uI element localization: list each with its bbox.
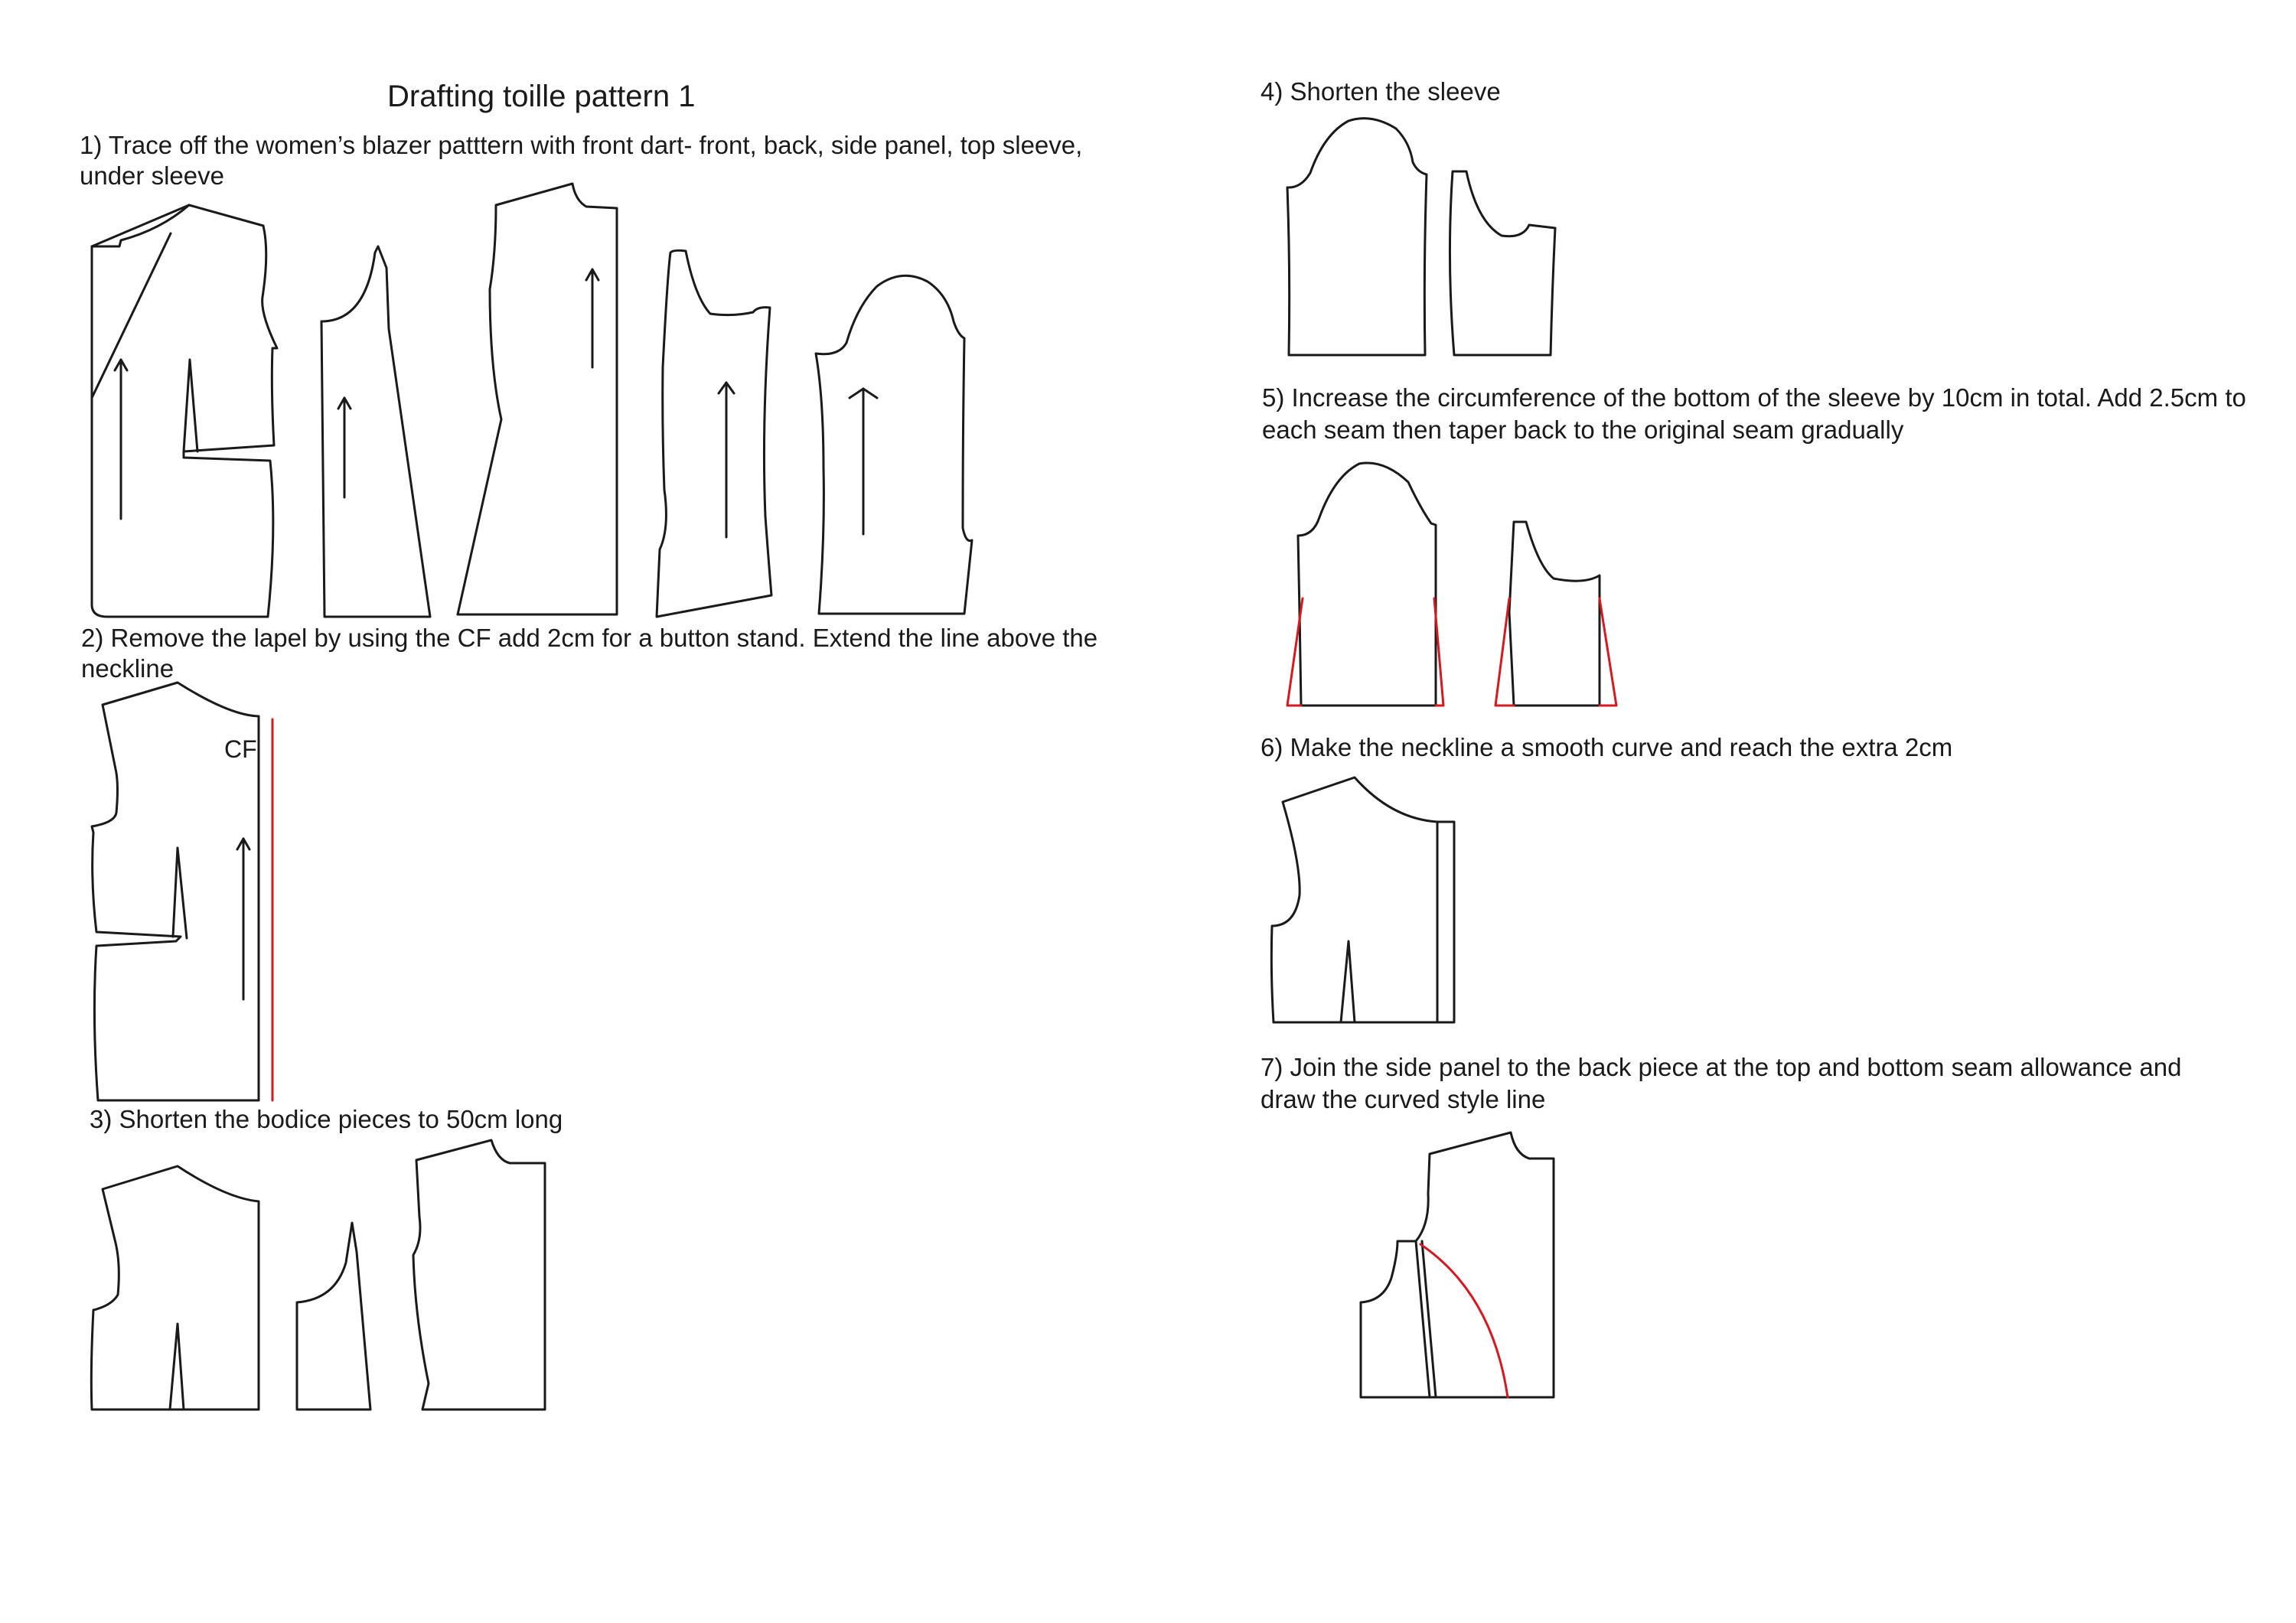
step-1-back-piece	[458, 184, 617, 614]
step-5-text-line-2: each seam then taper back to the original seam gradually	[1262, 416, 1904, 444]
step-4-under-sleeve	[1450, 171, 1555, 355]
page-title: Drafting toille pattern 1	[387, 80, 696, 113]
step-1-top-sleeve	[816, 275, 972, 614]
step-3-side-panel	[297, 1223, 370, 1410]
step-1-side-panel	[321, 246, 430, 617]
step-4-top-sleeve	[1287, 119, 1427, 355]
step-1-text-line-1: 1) Trace off the women’s blazer patttern with front dart- front, back, side panel, top sleeve,	[80, 131, 1083, 159]
step-4-text: 4) Shorten the sleeve	[1261, 77, 1501, 106]
step-7-text-line-2: draw the curved style line	[1261, 1085, 1546, 1113]
step-3-text: 3) Shorten the bodice pieces to 50cm long	[90, 1105, 563, 1133]
step-5-text-line-1: 5) Increase the circumference of the bottom of the sleeve by 10cm in total. Add 2.5cm to	[1262, 383, 2246, 412]
step-5-top-sleeve	[1287, 463, 1443, 706]
step-3-back-piece	[413, 1140, 545, 1410]
cf-label: CF	[224, 735, 257, 763]
step-1-text-line-2: under sleeve	[80, 161, 224, 190]
step-2-text-line-1: 2) Remove the lapel by using the CF add 2cm for a button stand. Extend the line above the	[81, 624, 1098, 652]
step-3-front-piece	[91, 1166, 259, 1410]
step-2-text-line-2: neckline	[81, 654, 174, 683]
step-7-joined-back-side	[1361, 1133, 1554, 1397]
step-7-text-line-1: 7) Join the side panel to the back piece at the top and bottom seam allowance and	[1261, 1053, 2182, 1081]
step-6-text: 6) Make the neckline a smooth curve and reach the extra 2cm	[1261, 733, 1953, 761]
step-5-under-sleeve	[1495, 522, 1616, 706]
step-6-front-piece	[1271, 777, 1454, 1022]
step-1-under-sleeve	[657, 250, 771, 617]
step-2-front-piece	[92, 683, 272, 1100]
step-1-front-piece	[92, 205, 277, 617]
